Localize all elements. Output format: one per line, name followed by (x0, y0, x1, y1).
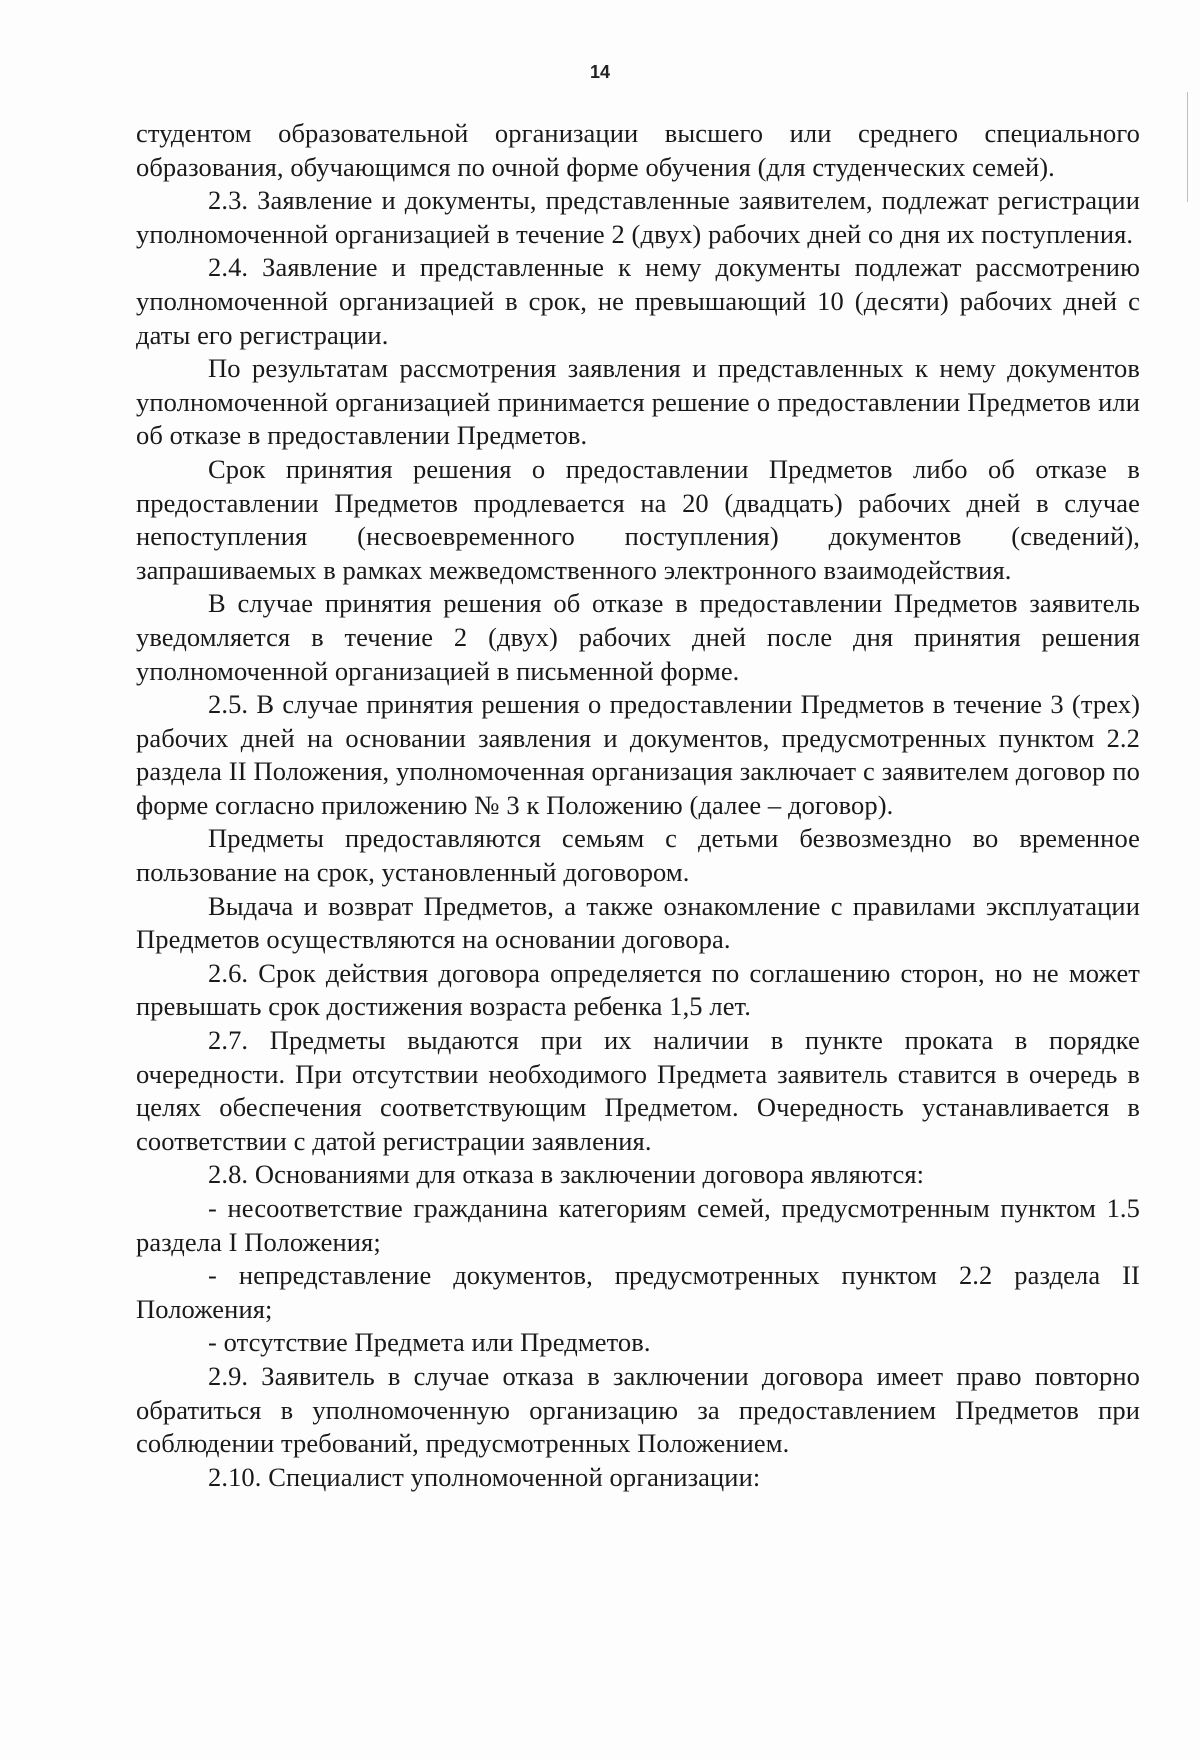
paragraph-2-3: 2.3. Заявление и документы, представленные заявителем, подлежат регистрации уполномоченной организацией в течение 2 (двух) рабочих дней со дня их поступления. (136, 185, 1140, 249)
paragraph-issue-return: Выдача и возврат Предметов, а также ознакомление с правилами эксплуатации Предметов осуществляются на основании договора. (136, 890, 1140, 955)
scan-edge-mark (1187, 92, 1188, 202)
list-item-category-mismatch: - несоответствие гражданина категориям семей, предусмотренным пунктом 1.5 раздела I Положения; (136, 1193, 1140, 1257)
paragraph-refusal-notice: В случае принятия решения об отказе в предоставлении Предметов заявитель уведомляется в течение 2 (двух) рабочих дней после дня принятия решения уполномоченной организацией в письменной форме. (136, 588, 1140, 686)
paragraph-continuation: студентом образовательной организации высшего или среднего специального образования, обучающимся по очной форме обучения (для студенческих семей). (136, 118, 1140, 182)
paragraph-2-5: 2.5. В случае принятия решения о предоставлении Предметов в течение 3 (трех) рабочих дней на основании заявления и документов, предусмотренных пунктом 2.2 раздела II Положения, уполномоченная организация заключает с заявителем договор по форме согласно приложению № 3 к Положению (далее – договор). (136, 689, 1140, 820)
paragraph-2-7: 2.7. Предметы выдаются при их наличии в пункте проката в порядке очередности. При отсутствии необходимого Предмета заявитель ставится в очередь в целях обеспечения соответствующим Предметом. Очередность устанавливается в соответствии с датой регистрации заявления. (136, 1025, 1140, 1156)
paragraph-2-6: 2.6. Срок действия договора определяется по соглашению сторон, но не может превышать срок достижения возраста ребенка 1,5 лет. (136, 957, 1140, 1022)
paragraph-2-4: 2.4. Заявление и представленные к нему документы подлежат рассмотрению уполномоченной организацией в срок, не превышающий 10 (десяти) рабочих дней с даты его регистрации. (136, 252, 1140, 350)
paragraph-free-use: Предметы предоставляются семьям с детьми безвозмездно во временное пользование на срок, установленный договором. (136, 823, 1140, 888)
paragraph-2-8: 2.8. Основаниями для отказа в заключении договора являются: (208, 1159, 925, 1190)
paragraph-review-results: По результатам рассмотрения заявления и представленных к нему документов уполномоченной организацией принимается решение о предоставлении Предметов или об отказе в предоставлении Предметов. (136, 353, 1140, 451)
paragraph-2-9: 2.9. Заявитель в случае отказа в заключении договора имеет право повторно обратиться в уполномоченную организацию за предоставлением Предметов при соблюдении требований, предусмотренных Положением. (136, 1360, 1140, 1459)
list-item-missing-documents: - непредставление документов, предусмотренных пунктом 2.2 раздела II Положения; (136, 1260, 1140, 1324)
paragraph-2-10: 2.10. Специалист уполномоченной организации: (208, 1461, 761, 1492)
page-number: 14 (589, 62, 611, 82)
list-item-no-items: - отсутствие Предмета или Предметов. (208, 1327, 651, 1358)
document-body (136, 117, 1140, 1494)
paragraph-decision-term: Срок принятия решения о предоставлении Предметов либо об отказе в предоставлении Предметов продлевается на 20 (двадцать) рабочих дней в случае непоступления (несвоевременного поступления) документов (сведений), запрашиваемых в рамках межведомственного электронного взаимодействия. (136, 453, 1140, 585)
